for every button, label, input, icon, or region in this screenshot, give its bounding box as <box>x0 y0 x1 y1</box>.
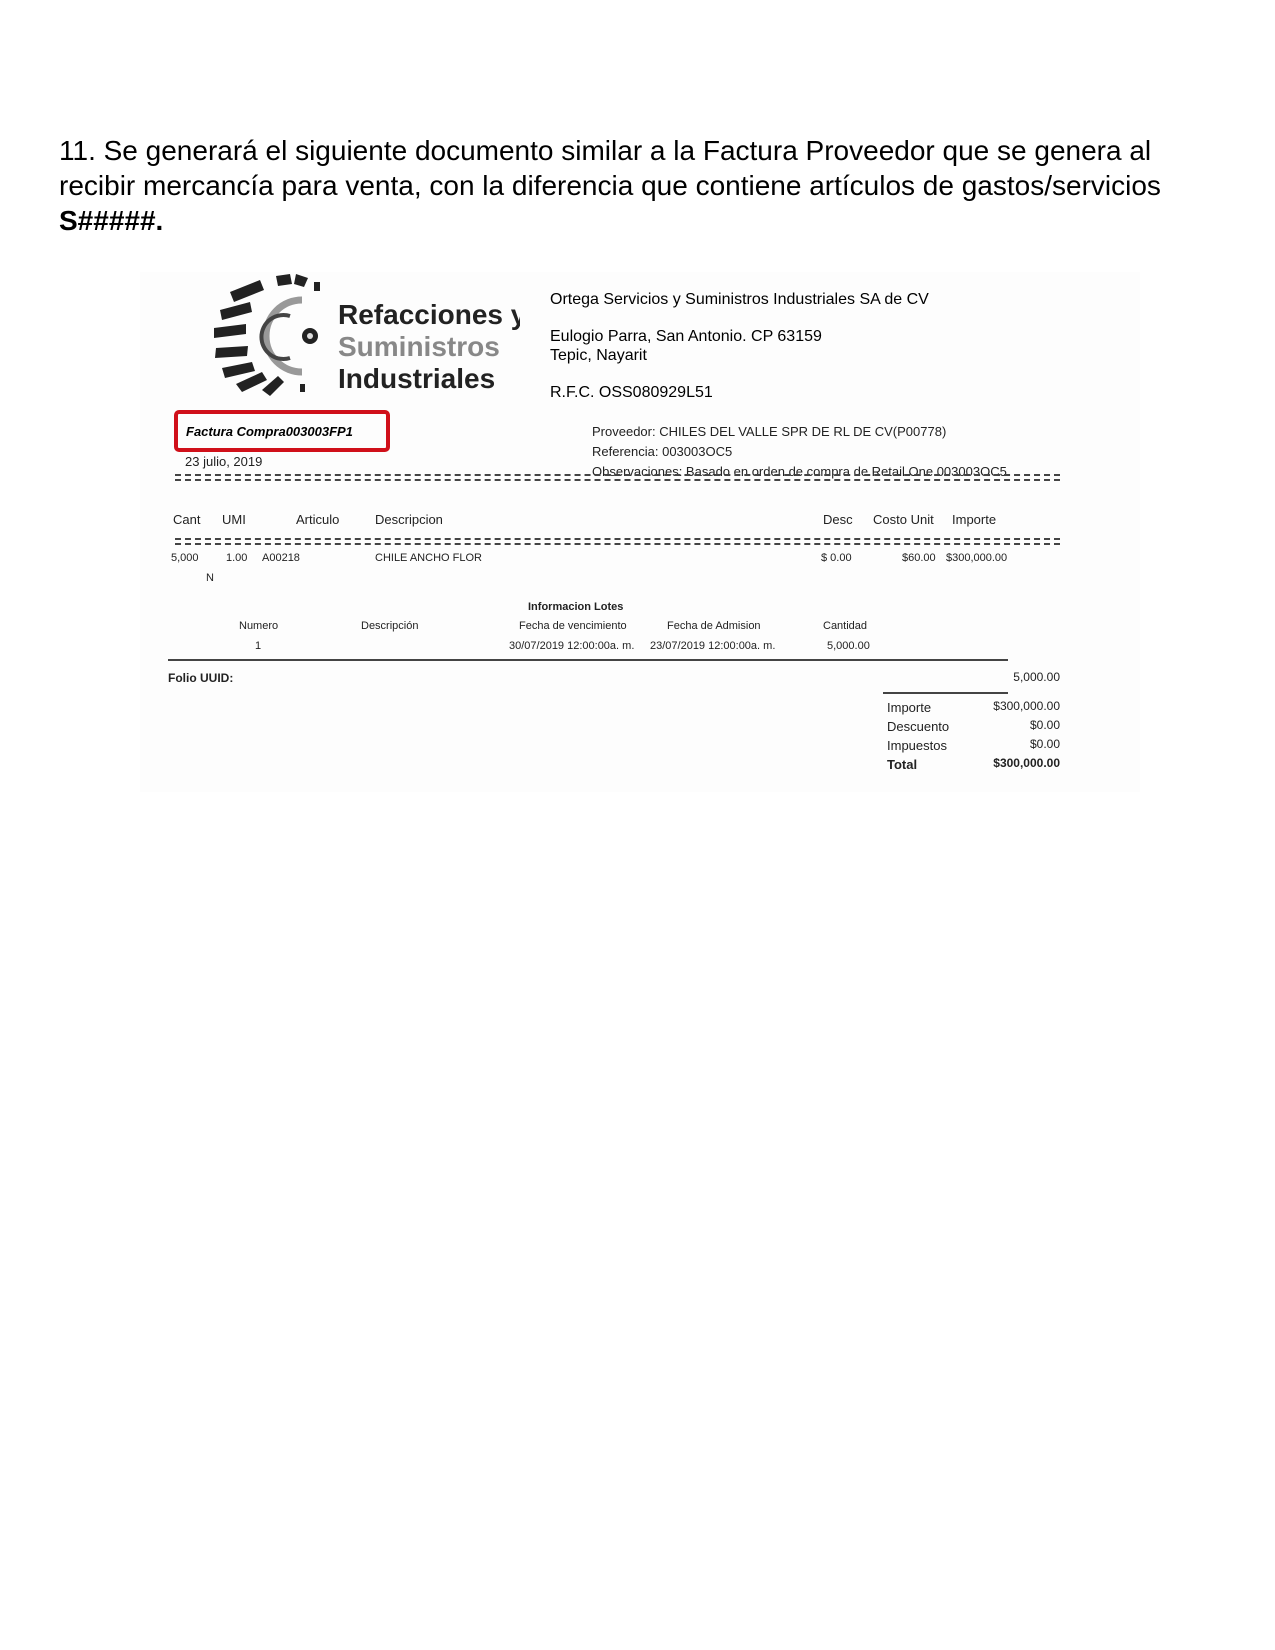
total-value-descuento: $0.00 <box>1029 718 1060 732</box>
lotes-col-numero: Numero <box>239 620 279 632</box>
col-cant: Cant <box>173 512 201 527</box>
logo-line3: Industriales <box>338 363 496 394</box>
divider <box>175 538 1060 540</box>
col-umi: UMI <box>222 512 246 527</box>
logo-line2: Suministros <box>338 331 500 362</box>
provider-observations: Observaciones: Basado en orden de compra de Retail One 003003OC5 <box>592 464 1007 479</box>
provider-reference: Referencia: 003003OC5 <box>592 444 733 459</box>
divider <box>175 474 1060 476</box>
cell-articulo: A00218 <box>262 552 300 564</box>
company-logo <box>190 272 520 402</box>
cell-flag: N <box>206 572 214 584</box>
lotes-col-admision: Fecha de Admision <box>667 620 761 632</box>
divider <box>168 659 1008 661</box>
invoice-title: Factura Compra003003FP1 <box>186 424 353 439</box>
divider <box>175 479 1060 481</box>
col-importe: Importe <box>952 512 997 527</box>
total-label-descuento: Descuento <box>887 719 950 734</box>
company-address2: Tepic, Nayarit <box>550 347 647 364</box>
cell-umi: 1.00 <box>226 552 248 564</box>
lotes-cell-cantidad: 5,000.00 <box>827 640 870 652</box>
total-label-impuestos: Impuestos <box>887 738 947 753</box>
total-value-importe: $300,000.00 <box>993 699 1060 713</box>
cell-descripcion: CHILE ANCHO FLOR <box>375 552 482 564</box>
col-articulo: Articulo <box>296 512 340 527</box>
intro-text: 11. Se generará el siguiente documento similar a la Factura Proveedor que se genera al recibir mercancía para venta, con la diferencia que contiene artículos de gastos/servicios <box>59 135 1161 201</box>
company-info <box>550 290 929 402</box>
total-label-total: Total <box>887 757 918 772</box>
lotes-cell-vencimiento: 30/07/2019 12:00:00a. m. <box>509 640 635 652</box>
folio-label: Folio UUID: <box>168 671 234 685</box>
provider-info <box>592 422 1007 482</box>
lotes-cell-numero: 1 <box>255 640 262 652</box>
cell-desc: $ 0.00 <box>821 552 852 564</box>
divider <box>175 543 1060 545</box>
invoice-date: 23 julio, 2019 <box>185 454 263 469</box>
invoice-document <box>140 272 1140 792</box>
intro-paragraph <box>59 133 1229 238</box>
lotes-col-descripcion: Descripción <box>361 620 419 632</box>
cell-importe: $300,000.00 <box>946 552 1008 564</box>
gear-logo-icon <box>190 272 520 402</box>
company-rfc: R.F.C. OSS080929L51 <box>550 384 713 401</box>
logo-line1: Refacciones y <box>338 299 520 330</box>
lotes-title: Informacion Lotes <box>528 601 624 613</box>
cell-costo: $60.00 <box>902 552 936 564</box>
company-address1: Eulogio Parra, San Antonio. CP 63159 <box>550 328 822 345</box>
company-name: Ortega Servicios y Suministros Industriales SA de CV <box>550 291 929 308</box>
intro-code: S#####. <box>59 205 164 236</box>
lotes-cell-admision: 23/07/2019 12:00:00a. m. <box>650 640 776 652</box>
col-desc: Desc <box>823 512 853 527</box>
provider-name: Proveedor: CHILES DEL VALLE SPR DE RL DE CV(P00778) <box>592 424 947 439</box>
divider <box>883 692 1008 694</box>
total-label-importe: Importe <box>887 700 932 715</box>
lotes-col-cantidad: Cantidad <box>823 620 868 632</box>
total-value-impuestos: $0.00 <box>1029 737 1060 751</box>
total-value-total: $300,000.00 <box>993 756 1060 770</box>
col-descripcion: Descripcion <box>375 512 443 527</box>
lotes-col-vencimiento: Fecha de vencimiento <box>519 620 627 632</box>
cell-cant: 5,000 <box>171 552 199 564</box>
qty-total: 5,000.00 <box>1013 670 1060 684</box>
col-costo: Costo Unit <box>873 512 934 527</box>
